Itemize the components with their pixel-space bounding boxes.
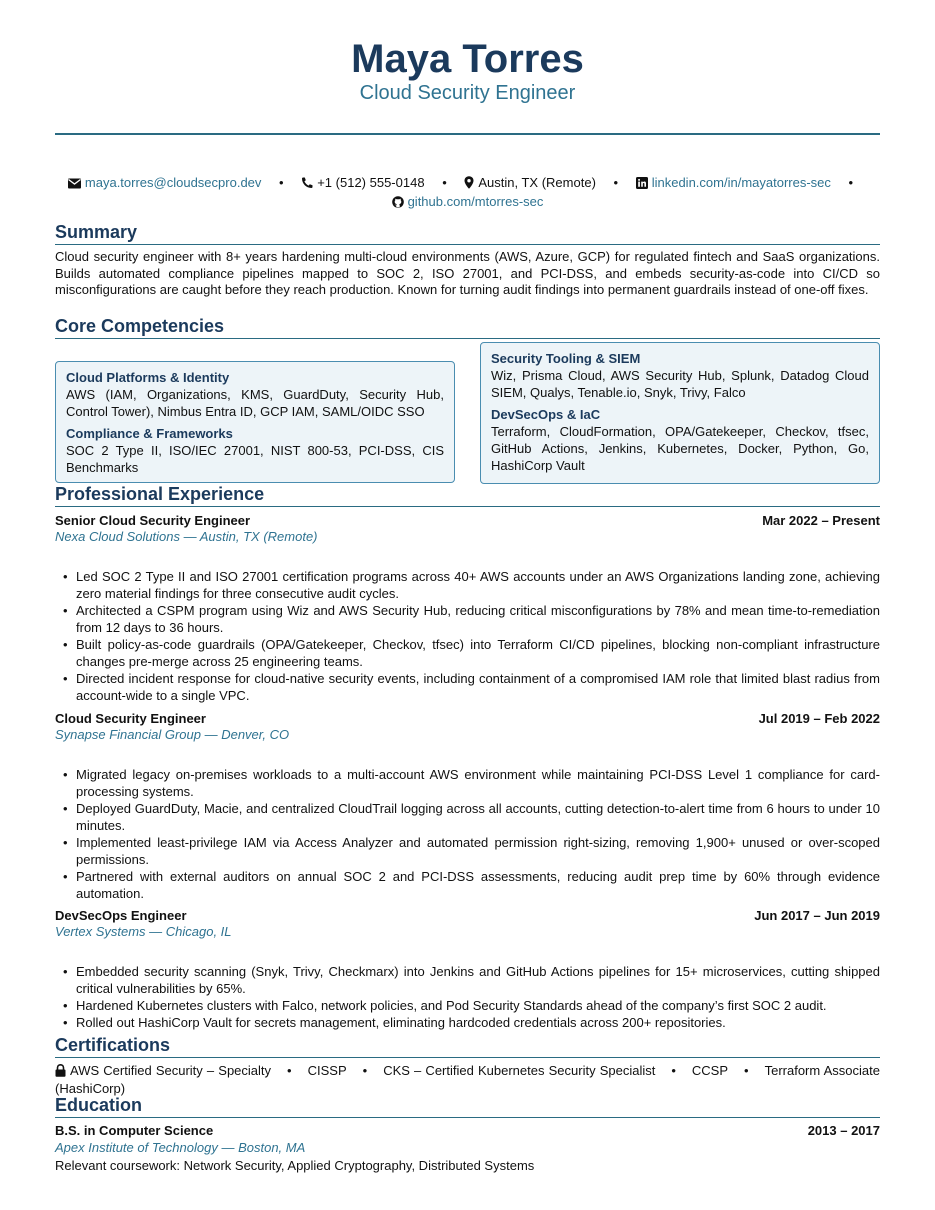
contact-separator: •: [613, 175, 619, 190]
competency-text: Wiz, Prisma Cloud, AWS Security Hub, Splunk, Datadog Cloud SIEM, Qualys, Tenable.io, Snyk, Trivy, Falco: [491, 368, 869, 400]
contact-separator: •: [279, 175, 284, 190]
section-title-summary: Summary: [55, 222, 880, 245]
cert-separator: •: [671, 1063, 676, 1078]
job-role: DevSecOps Engineer: [55, 908, 187, 923]
section-title-certifications: Certifications: [55, 1035, 880, 1058]
contact-line: [55, 175, 880, 212]
job-bullets: [55, 766, 880, 902]
certification-item: Terraform Associate (HashiCorp): [55, 1063, 880, 1096]
certification-item: CISSP: [307, 1063, 347, 1078]
school: Apex Institute of Technology — Boston, MA: [55, 1140, 306, 1155]
certification-item: CCSP: [691, 1063, 729, 1078]
section-title-competencies: Core Competencies: [55, 316, 880, 339]
github-link[interactable]: github.com/mtorres-sec: [407, 193, 544, 209]
competency-text: AWS (IAM, Organizations, KMS, GuardDuty, Security Hub, Control Tower), Nimbus Entra ID, GCP IAM, SAML/OIDC SSO: [66, 387, 444, 419]
lock-icon: [55, 1064, 66, 1081]
competency-heading: DevSecOps & IaC: [491, 407, 601, 422]
contact-separator: •: [848, 175, 854, 190]
education-header: [55, 1123, 880, 1139]
job-dates: Jul 2019 – Feb 2022: [758, 711, 880, 726]
cert-separator: •: [362, 1063, 368, 1078]
competency-text: Terraform, CloudFormation, OPA/Gatekeeper, Checkov, tfsec, GitHub Actions, Jenkins, Kubernetes, Docker, Python, Go, HashiCorp Vault: [491, 424, 869, 473]
phone-number: +1 (512) 555-0148: [317, 175, 425, 190]
competency-text: SOC 2 Type II, ISO/IEC 27001, NIST 800-53, PCI-DSS, CIS Benchmarks: [66, 443, 444, 475]
job-role: Cloud Security Engineer: [55, 711, 206, 726]
job-entry: [55, 711, 880, 902]
certification-item: AWS Certified Security – Specialty: [70, 1063, 272, 1078]
list-item: • Built policy-as-code guardrails (OPA/Gatekeeper, Checkov, tfsec) into Terraform CI/CD pipelines, blocking non-compliant infrastructure changes pre-merge across 25 engineering teams.: [55, 636, 880, 670]
list-item: • Led SOC 2 Type II and ISO 27001 certification programs across 40+ AWS accounts under an AWS Organizations landing zone, achieving zero material findings for three consecutive audit cycles.: [55, 568, 880, 602]
job-header: [55, 711, 880, 727]
job-header: [55, 513, 880, 529]
experience-section: [55, 484, 880, 507]
job-entry: [55, 513, 880, 704]
location: Austin, TX (Remote): [478, 175, 596, 190]
job-entry: [55, 908, 880, 1031]
email-link[interactable]: maya.torres@cloudsecpro.dev: [84, 175, 262, 190]
job-organization: Vertex Systems — Chicago, IL: [55, 924, 232, 939]
competency-box-right: [480, 342, 880, 484]
section-title-education: Education: [55, 1095, 880, 1118]
job-dates: Mar 2022 – Present: [762, 513, 880, 528]
coursework: Relevant coursework: Network Security, Applied Cryptography, Distributed Systems: [55, 1158, 535, 1173]
competency-heading: Security Tooling & SIEM: [491, 351, 641, 366]
header-divider: [55, 133, 880, 135]
cert-separator: •: [287, 1063, 292, 1078]
list-item: • Migrated legacy on-premises workloads to a multi-account AWS environment while maintaining PCI-DSS Level 1 compliance for card-processing systems.: [55, 766, 880, 800]
job-header: [55, 908, 880, 924]
linkedin-icon: [636, 177, 648, 194]
map-pin-icon: [464, 176, 474, 194]
list-item: • Implemented least-privilege IAM via Access Analyzer and automated permission right-sizing, removing 1,900+ unused or over-scoped permissions.: [55, 834, 880, 868]
contact-separator: •: [442, 175, 447, 190]
certifications-list: [55, 1063, 880, 1097]
list-item: • Architected a CSPM program using Wiz and AWS Security Hub, reducing critical misconfigurations by 78% and mean time-to-remediation from 12 days to 36 hours.: [55, 602, 880, 636]
list-item: • Rolled out HashiCorp Vault for secrets management, eliminating hardcoded credentials across 200+ repositories.: [55, 1014, 880, 1031]
phone-icon: [301, 177, 313, 194]
list-item: • Deployed GuardDuty, Macie, and centralized CloudTrail logging across all accounts, cutting detection-to-alert time from 6 hours to under 10 minutes.: [55, 800, 880, 834]
job-bullets: [55, 963, 880, 1031]
job-role: Senior Cloud Security Engineer: [55, 513, 251, 528]
list-item: • Hardened Kubernetes clusters with Falco, network policies, and Pod Security Standards ahead of the company’s first SOC 2 audit.: [55, 997, 880, 1014]
candidate-title: Cloud Security Engineer: [359, 82, 576, 104]
summary-section: [55, 222, 880, 299]
education-section: [55, 1095, 880, 1174]
competency-heading: Compliance & Frameworks: [66, 426, 233, 441]
job-bullets: [55, 568, 880, 704]
job-organization: Nexa Cloud Solutions — Austin, TX (Remote): [55, 529, 318, 544]
github-icon: [392, 196, 404, 213]
degree: B.S. in Computer Science: [55, 1123, 214, 1138]
job-dates: Jun 2017 – Jun 2019: [754, 908, 880, 923]
competency-box-left: [55, 361, 455, 483]
list-item: • Directed incident response for cloud-native security events, including containment of a compromised IAM role that limited blast radius from account-wide to a single VPC.: [55, 670, 880, 704]
summary-text: Cloud security engineer with 8+ years hardening multi-cloud environments (AWS, Azure, GCP) for regulated fintech and SaaS organizations. Builds automated compliance pipelines mapped to SOC 2, ISO 27001, and PCI-DSS, and embeds security-as-code into CI/CD so misconfigurations are caught before they reach production. Known for turning audit findings into permanent guardrails instead of one-off fixes.: [55, 249, 880, 297]
candidate-name: Maya Torres: [351, 37, 584, 81]
certification-item: CKS – Certified Kubernetes Security Specialist: [383, 1063, 656, 1078]
list-item: • Embedded security scanning (Snyk, Trivy, Checkmarx) into Jenkins and GitHub Actions pipelines for 15+ microservices, cutting shipped critical vulnerabilities by 65%.: [55, 963, 880, 997]
competency-heading: Cloud Platforms & Identity: [66, 370, 230, 385]
linkedin-link[interactable]: linkedin.com/in/mayatorres-sec: [651, 175, 831, 190]
education-dates: 2013 – 2017: [807, 1123, 880, 1138]
envelope-icon: [68, 177, 81, 194]
section-title-experience: Professional Experience: [55, 484, 880, 507]
cert-separator: •: [744, 1063, 749, 1078]
list-item: • Partnered with external auditors on annual SOC 2 and PCI-DSS assessments, reducing audit prep time by 60% through evidence automation.: [55, 868, 880, 902]
job-organization: Synapse Financial Group — Denver, CO: [55, 727, 290, 742]
certifications-section: [55, 1035, 880, 1097]
competencies-section: [55, 316, 880, 339]
resume-header: [0, 0, 935, 104]
